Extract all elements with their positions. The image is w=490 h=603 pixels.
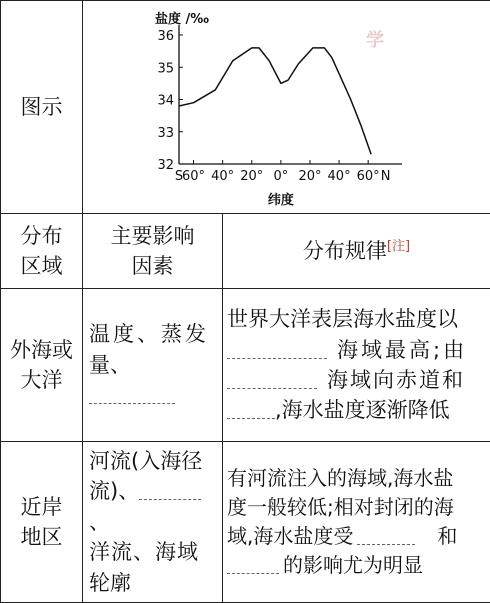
table-row	[1, 289, 490, 442]
note-marker: [注]	[387, 239, 410, 254]
pattern-line4-wrap	[227, 551, 484, 580]
x-tick-label: 20°	[240, 169, 263, 184]
y-axis-label: 盐度 /‰	[155, 11, 209, 27]
factors-line3: 洋流、海域	[89, 537, 216, 567]
factors-cell	[83, 289, 223, 442]
factors-line4: 轮廓	[89, 571, 131, 595]
pattern-line3-wrap	[227, 522, 484, 551]
region-cell	[1, 289, 83, 442]
x-tick-label: 40°	[211, 169, 234, 184]
pattern-line2: 度一般较低;相对封闭的海	[227, 493, 484, 522]
region-line1: 外海或	[1, 335, 82, 365]
factors-line2-wrap	[89, 350, 216, 411]
salinity-chart	[83, 1, 490, 213]
region-line2: 大洋	[1, 365, 82, 395]
header-pattern-label: 分布规律	[303, 239, 387, 263]
y-tick-label: 35	[157, 61, 174, 76]
y-tick-label: 32	[157, 158, 174, 173]
x-tick-label: N	[381, 169, 391, 184]
header-region-line1: 分布	[1, 221, 82, 251]
y-tick-label: 34	[157, 94, 174, 109]
factors-cell	[83, 442, 223, 603]
x-axis-label: 纬度	[268, 192, 294, 208]
pattern-line1: 有河流注入的海域,海水盐	[227, 464, 484, 493]
header-factors-line1: 主要影响	[83, 221, 222, 251]
header-row	[1, 214, 490, 289]
factors-line4-wrap	[89, 568, 216, 598]
y-tick-label: 33	[157, 126, 174, 141]
salinity-series-line	[179, 48, 371, 154]
pattern-line1: 世界大洋表层海水盐度以	[227, 304, 484, 334]
pattern-cell	[223, 289, 490, 442]
x-tick-label: 20°	[298, 169, 321, 184]
pattern-line2: 海域最高;由	[337, 338, 467, 362]
header-factors-line2: 因素	[83, 251, 222, 281]
pattern-line4-wrap	[227, 395, 484, 425]
fill-in-blank[interactable]	[89, 382, 175, 404]
fill-in-blank[interactable]	[227, 367, 317, 389]
x-tick-label: 0°	[273, 169, 288, 184]
chart-holder	[83, 1, 490, 213]
y-tick-label: 36	[157, 29, 174, 44]
pattern-line3-tail: 和	[437, 524, 457, 548]
fill-in-blank[interactable]	[227, 397, 275, 419]
pattern-line3: 海域向赤道和	[327, 368, 465, 392]
factors-line1: 温度、蒸发	[89, 319, 216, 349]
show-through-text: 学	[366, 26, 385, 52]
fill-in-blank[interactable]	[357, 524, 415, 545]
region-line1: 近岸	[1, 492, 82, 522]
pattern-line3-wrap	[227, 365, 484, 395]
pattern-line2-wrap	[227, 335, 484, 365]
x-tick-label: S	[175, 169, 183, 184]
header-region	[1, 214, 83, 289]
fill-in-blank[interactable]	[227, 337, 327, 359]
pattern-line4: 的影响尤为明显	[283, 553, 423, 577]
header-pattern	[223, 214, 490, 289]
region-cell	[1, 442, 83, 603]
table-row	[1, 442, 490, 603]
pattern-line3: 域,海水盐度受	[227, 524, 353, 548]
fill-in-blank[interactable]	[227, 553, 279, 574]
x-tick-label: 40°	[328, 169, 351, 184]
header-region-line2: 区域	[1, 251, 82, 281]
fill-in-blank[interactable]	[139, 478, 201, 500]
x-tick-label: 60°	[357, 169, 380, 184]
header-factors	[83, 214, 223, 289]
factors-line1: 河流(入海径	[89, 446, 216, 476]
pattern-cell	[223, 442, 490, 603]
factors-line2: 流)、	[89, 479, 139, 503]
chart-cell	[83, 1, 490, 214]
pattern-line4: ,海水盐度逐渐降低	[275, 398, 450, 422]
factors-line2-tail: 、	[89, 510, 110, 534]
region-line2: 地区	[1, 522, 82, 552]
chart-row-label: 图示	[1, 1, 83, 214]
chart-row	[1, 1, 490, 214]
x-tick-label: 60°	[182, 169, 205, 184]
factors-line2: 量、	[89, 353, 131, 377]
factors-line2-wrap	[89, 476, 216, 537]
note-marker-text: 注	[392, 239, 405, 254]
